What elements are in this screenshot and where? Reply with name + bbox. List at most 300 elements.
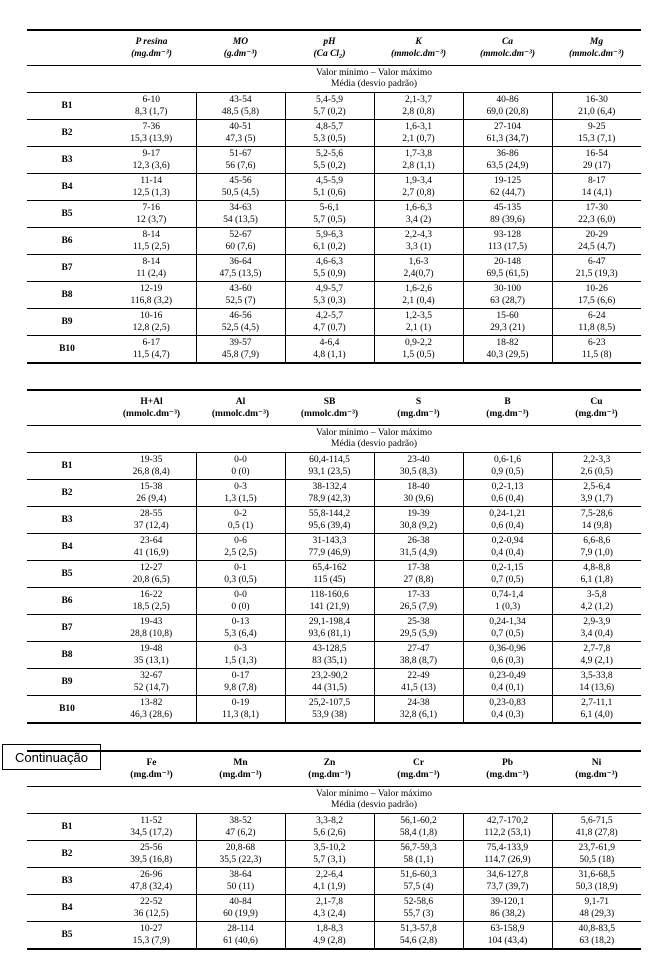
column-header <box>285 751 374 787</box>
data-cell <box>463 147 552 174</box>
cell-mean: 15,3 (13,9) <box>130 134 173 144</box>
data-cell <box>107 282 196 309</box>
cell-range: 8-14 <box>142 230 160 240</box>
column-unit: (mg.dm⁻³) <box>575 409 618 419</box>
cell-range: 36-86 <box>496 149 519 159</box>
column-header <box>107 390 196 426</box>
table-row <box>27 453 641 480</box>
cell-mean: 86 (38,2) <box>490 909 525 919</box>
cell-mean: 0,7 (0,5) <box>491 629 524 639</box>
data-cell <box>552 895 641 922</box>
cell-range: 5,9-6,3 <box>316 230 343 240</box>
data-cell <box>196 696 285 724</box>
data-cell <box>463 309 552 336</box>
data-cell <box>196 201 285 228</box>
column-name: B <box>504 397 511 407</box>
column-name: Cr <box>412 758 425 768</box>
cell-range: 60,4-114,5 <box>309 455 350 465</box>
data-cell <box>374 588 463 615</box>
data-cell <box>552 93 641 120</box>
column-header <box>552 751 641 787</box>
data-cell <box>196 174 285 201</box>
row-label: B2 <box>61 488 73 498</box>
cell-mean: 5,3 (6,4) <box>224 629 257 639</box>
cell-range: 19-125 <box>494 176 521 186</box>
cell-range: 10-16 <box>140 311 163 321</box>
cell-mean: 11,5 (8) <box>581 350 612 360</box>
cell-range: 6-23 <box>588 338 606 348</box>
cell-range: 5-6,1 <box>319 203 340 213</box>
table-row <box>27 868 641 895</box>
cell-range: 6-17 <box>142 338 160 348</box>
table-macronutrients <box>27 29 641 364</box>
cell-mean: 113 (17,5) <box>487 242 528 252</box>
cell-range: 25-56 <box>140 843 163 853</box>
cell-range: 1,2-3,5 <box>405 311 432 321</box>
cell-mean: 35 (13,1) <box>133 656 169 666</box>
row-label: B10 <box>59 704 75 714</box>
cell-range: 38-52 <box>229 816 252 826</box>
cell-mean: 52 (14,7) <box>133 683 169 693</box>
cell-range: 2,2-4,3 <box>405 230 432 240</box>
cell-range: 9,1-71 <box>584 897 610 907</box>
cell-range: 5,4-5,9 <box>316 95 343 105</box>
column-name: K <box>415 37 422 47</box>
data-cell <box>107 642 196 669</box>
data-cell <box>374 696 463 724</box>
data-cell <box>196 336 285 364</box>
cell-range: 0-19 <box>231 698 250 708</box>
cell-mean: 4,9 (2,8) <box>313 936 346 946</box>
cell-mean: 2,8 (0,8) <box>402 107 435 117</box>
table-row <box>27 201 641 228</box>
cell-mean: 50,5 (18) <box>579 855 615 865</box>
summary-line-1: Valor mínimo – Valor máximo <box>316 789 432 799</box>
cell-range: 17-33 <box>407 590 430 600</box>
data-cell <box>285 588 374 615</box>
cell-range: 36-64 <box>229 257 252 267</box>
column-unit: (mg.dm⁻³) <box>486 770 529 780</box>
data-cell <box>107 561 196 588</box>
cell-range: 28-55 <box>140 509 163 519</box>
cell-range: 12-27 <box>140 563 163 573</box>
cell-range: 52-67 <box>229 230 252 240</box>
row-label: B3 <box>61 155 73 165</box>
data-cell <box>552 120 641 147</box>
cell-mean: 20,8 (6,5) <box>132 575 170 585</box>
row-label: B7 <box>61 623 73 633</box>
cell-mean: 2,1 (0,4) <box>402 296 435 306</box>
cell-range: 51-67 <box>229 149 252 159</box>
cell-mean: 21,5 (19,3) <box>575 269 618 279</box>
cell-mean: 61,3 (34,7) <box>486 134 529 144</box>
data-cell <box>285 147 374 174</box>
data-cell <box>463 841 552 868</box>
data-cell <box>552 174 641 201</box>
data-cell <box>374 309 463 336</box>
data-cell <box>196 615 285 642</box>
cell-range: 6-24 <box>588 311 606 321</box>
cell-range: 10-26 <box>585 284 608 294</box>
cell-mean: 63,5 (24,9) <box>486 161 529 171</box>
data-cell <box>463 922 552 950</box>
cell-range: 6-47 <box>588 257 606 267</box>
cell-mean: 3,3 (1) <box>405 242 432 252</box>
table-row <box>27 255 641 282</box>
cell-mean: 52,5 (7) <box>225 296 256 306</box>
table-row <box>27 309 641 336</box>
column-name: Mg <box>589 37 604 47</box>
cell-range: 0-17 <box>231 671 250 681</box>
column-name: H+Al <box>140 397 163 407</box>
data-cell <box>374 255 463 282</box>
cell-range: 0,2-1,15 <box>491 563 524 573</box>
cell-range: 12-19 <box>140 284 163 294</box>
cell-mean: 41 (16,9) <box>133 548 169 558</box>
table-row <box>27 561 641 588</box>
table-row <box>27 93 641 120</box>
data-cell <box>552 615 641 642</box>
cell-range: 32-67 <box>140 671 163 681</box>
row-label: B10 <box>59 344 75 354</box>
cell-range: 4,2-5,7 <box>316 311 343 321</box>
cell-mean: 8,3 (1,7) <box>135 107 168 117</box>
cell-mean: 30,8 (9,2) <box>399 521 438 531</box>
summary-line-1: Valor mínimo – Valor máximo <box>316 68 432 78</box>
cell-mean: 11,3 (8,1) <box>222 710 259 720</box>
cell-mean: 4,3 (2,4) <box>313 909 346 919</box>
cell-mean: 60 (7,6) <box>225 242 256 252</box>
cell-range: 25-38 <box>407 617 430 627</box>
header-row <box>27 30 641 66</box>
data-cell <box>196 814 285 841</box>
column-name: Al <box>235 397 246 407</box>
header-row <box>27 390 641 426</box>
cell-range: 2,5-6,4 <box>583 482 611 492</box>
data-cell <box>463 480 552 507</box>
cell-range: 0-3 <box>234 644 247 654</box>
cell-range: 55,8-144,2 <box>308 509 351 519</box>
column-header <box>463 390 552 426</box>
cell-range: 27-47 <box>407 644 430 654</box>
table-row <box>27 174 641 201</box>
cell-range: 0,36-0,96 <box>489 644 526 654</box>
column-header <box>196 751 285 787</box>
cell-mean: 2,1 (1) <box>405 323 432 333</box>
cell-mean: 56 (7,6) <box>225 161 256 171</box>
cell-mean: 60 (19,9) <box>223 909 258 919</box>
cell-mean: 15,3 (7,9) <box>132 936 170 946</box>
cell-mean: 47,5 (13,5) <box>219 269 262 279</box>
column-unit: (mmolc.dm⁻³) <box>300 409 359 419</box>
data-cell <box>374 174 463 201</box>
data-cell <box>285 669 374 696</box>
data-cell <box>374 201 463 228</box>
column-header <box>196 390 285 426</box>
table-row <box>27 588 641 615</box>
summary-line-2: Média (desvio padrão) <box>331 439 417 449</box>
column-unit: (Ca Cl₂) <box>313 49 346 59</box>
data-cell <box>196 282 285 309</box>
cell-range: 2,7-7,8 <box>583 644 611 654</box>
data-cell <box>285 615 374 642</box>
cell-range: 2,7-11,1 <box>581 698 613 708</box>
cell-mean: 0,5 (1) <box>227 521 254 531</box>
table-row <box>27 228 641 255</box>
cell-mean: 1,5 (1,3) <box>224 656 257 666</box>
cell-mean: 36 (12,5) <box>133 909 169 919</box>
data-cell <box>463 93 552 120</box>
cell-mean: 24,5 (4,7) <box>578 242 616 252</box>
summary-line-2: Média (desvio padrão) <box>331 800 417 810</box>
cell-mean: 34,5 (17,2) <box>130 828 173 838</box>
cell-range: 4,6-6,3 <box>316 257 343 267</box>
cell-range: 0,74-1,4 <box>491 590 524 600</box>
cell-mean: 54,6 (2,8) <box>399 936 438 946</box>
data-cell <box>196 120 285 147</box>
data-cell <box>107 453 196 480</box>
row-label: B1 <box>61 461 73 471</box>
table-row <box>27 669 641 696</box>
cell-range: 6,6-8,6 <box>583 536 611 546</box>
cell-range: 0,2-0,94 <box>491 536 524 546</box>
data-cell <box>285 255 374 282</box>
data-cell <box>463 453 552 480</box>
data-cell <box>196 147 285 174</box>
cell-range: 4,8-8,8 <box>583 563 611 573</box>
cell-range: 25,2-107,5 <box>308 698 351 708</box>
cell-mean: 4,8 (1,1) <box>313 350 346 360</box>
cell-mean: 22,3 (6,0) <box>578 215 616 225</box>
cell-mean: 3,4 (0,4) <box>580 629 613 639</box>
data-cell <box>107 922 196 950</box>
data-cell <box>552 868 641 895</box>
cell-range: 3-5,8 <box>586 590 607 600</box>
data-cell <box>196 507 285 534</box>
cell-mean: 5,5 (0,9) <box>313 269 346 279</box>
cell-mean: 50 (11) <box>226 882 255 892</box>
row-label: B5 <box>61 930 73 940</box>
cell-range: 63-158,9 <box>490 924 525 934</box>
column-header <box>552 30 641 66</box>
data-cell <box>107 336 196 364</box>
row-label: B6 <box>61 596 73 606</box>
cell-mean: 28,8 (10,8) <box>130 629 173 639</box>
cell-mean: 5,7 (0,2) <box>313 107 346 117</box>
cell-mean: 17,5 (6,6) <box>578 296 616 306</box>
cell-mean: 26,8 (8,4) <box>132 467 170 477</box>
data-cell <box>552 642 641 669</box>
summary-line-2: Média (desvio padrão) <box>331 79 417 89</box>
data-cell <box>374 642 463 669</box>
cell-range: 11-52 <box>140 816 163 826</box>
cell-mean: 2,6 (0,5) <box>580 467 613 477</box>
cell-mean: 12,5 (1,3) <box>132 188 170 198</box>
cell-mean: 5,7 (0,5) <box>313 215 346 225</box>
table-row <box>27 336 641 364</box>
cell-range: 20-29 <box>585 230 608 240</box>
cell-range: 40-86 <box>496 95 519 105</box>
cell-mean: 53,9 (38) <box>312 710 347 720</box>
cell-range: 3,3-8,2 <box>316 816 343 826</box>
data-cell <box>285 282 374 309</box>
cell-range: 19-35 <box>140 455 163 465</box>
cell-mean: 39,5 (16,8) <box>130 855 173 865</box>
cell-range: 20,8-68 <box>225 843 256 853</box>
data-cell <box>374 669 463 696</box>
data-cell <box>196 922 285 950</box>
cell-mean: 11,8 (8,5) <box>578 323 616 333</box>
data-cell <box>196 895 285 922</box>
cell-range: 23-64 <box>140 536 163 546</box>
data-cell <box>285 336 374 364</box>
data-cell <box>285 507 374 534</box>
column-unit: (mg.dm⁻³) <box>131 49 172 59</box>
column-unit: (mg.dm⁻³) <box>397 409 440 419</box>
row-label: B9 <box>61 677 73 687</box>
cell-mean: 46,3 (28,6) <box>130 710 173 720</box>
header-row <box>27 751 641 787</box>
cell-range: 46-56 <box>229 311 252 321</box>
cell-mean: 31,5 (4,9) <box>399 548 438 558</box>
data-cell <box>552 814 641 841</box>
cell-range: 0-0 <box>234 590 247 600</box>
data-cell <box>107 120 196 147</box>
data-cell <box>374 93 463 120</box>
cell-mean: 115 (45) <box>313 575 346 585</box>
cell-range: 65,4-162 <box>312 563 347 573</box>
data-cell <box>463 669 552 696</box>
cell-range: 1,7-3,8 <box>405 149 432 159</box>
cell-mean: 83 (35,1) <box>312 656 347 666</box>
cell-mean: 37 (12,4) <box>133 521 169 531</box>
cell-mean: 2,8 (1,1) <box>402 161 435 171</box>
summary-caption <box>107 787 641 814</box>
cell-range: 0,23-0,49 <box>489 671 526 681</box>
row-label: B7 <box>61 263 73 273</box>
cell-mean: 35,5 (22,3) <box>219 855 262 865</box>
cell-range: 0,24-1,21 <box>489 509 526 519</box>
cell-mean: 32,8 (6,1) <box>399 710 438 720</box>
data-cell <box>285 174 374 201</box>
cell-range: 2,2-3,3 <box>583 455 611 465</box>
cell-range: 9-17 <box>142 149 160 159</box>
data-cell <box>463 588 552 615</box>
row-label: B5 <box>61 569 73 579</box>
data-cell <box>374 507 463 534</box>
cell-mean: 47,8 (32,4) <box>130 882 173 892</box>
data-cell <box>374 282 463 309</box>
cell-mean: 47 (6,2) <box>225 828 256 838</box>
cell-mean: 15,3 (7,1) <box>578 134 616 144</box>
cell-mean: 52,5 (4,5) <box>221 323 260 333</box>
cell-mean: 11 (2,4) <box>136 269 167 279</box>
cell-mean: 41,5 (13) <box>401 683 436 693</box>
data-cell <box>463 868 552 895</box>
data-cell <box>196 309 285 336</box>
data-cell <box>107 669 196 696</box>
cell-range: 9-25 <box>588 122 606 132</box>
cell-range: 0-6 <box>234 536 247 546</box>
column-header <box>463 30 552 66</box>
cell-mean: 11,5 (2,5) <box>132 242 170 252</box>
row-label: B4 <box>61 542 73 552</box>
column-name: SB <box>323 397 336 407</box>
cell-range: 0-13 <box>231 617 250 627</box>
table-row <box>27 534 641 561</box>
data-cell <box>552 507 641 534</box>
cell-mean: 27 (8,8) <box>403 575 434 585</box>
table-acidity-micronutrients <box>27 389 641 724</box>
table-metals <box>27 750 641 950</box>
data-cell <box>463 201 552 228</box>
data-cell <box>374 120 463 147</box>
cell-range: 22-52 <box>140 897 163 907</box>
data-cell <box>196 453 285 480</box>
cell-mean: 93,1 (23,5) <box>308 467 351 477</box>
column-header <box>107 30 196 66</box>
cell-mean: 26,5 (7,9) <box>399 602 438 612</box>
data-cell <box>196 480 285 507</box>
data-cell <box>285 120 374 147</box>
cell-range: 0,23-0,83 <box>489 698 526 708</box>
cell-mean: 21,0 (6,4) <box>578 107 616 117</box>
cell-range: 22-49 <box>407 671 430 681</box>
cell-range: 45-56 <box>229 176 252 186</box>
data-cell <box>285 93 374 120</box>
data-cell <box>285 868 374 895</box>
cell-mean: 26 (9,4) <box>136 494 167 504</box>
cell-range: 1,6-6,3 <box>405 203 432 213</box>
data-cell <box>374 895 463 922</box>
cell-range: 18-82 <box>496 338 519 348</box>
cell-range: 1,6-3 <box>408 257 429 267</box>
data-cell <box>107 201 196 228</box>
column-name: Ni <box>591 758 602 768</box>
data-cell <box>107 174 196 201</box>
cell-mean: 58 (1,1) <box>403 855 434 865</box>
cell-mean: 48 (29,3) <box>579 909 615 919</box>
row-label: B1 <box>61 822 73 832</box>
table-row <box>27 642 641 669</box>
column-unit: (mmolc.dm⁻³) <box>568 49 625 59</box>
cell-range: 29,1-198,4 <box>308 617 351 627</box>
cell-range: 5,6-71,5 <box>580 816 613 826</box>
cell-range: 56,1-60,2 <box>400 816 437 826</box>
cell-mean: 29 (17) <box>582 161 611 171</box>
data-cell <box>552 336 641 364</box>
data-cell <box>107 507 196 534</box>
column-header <box>107 751 196 787</box>
cell-mean: 2,7 (0,8) <box>402 188 435 198</box>
data-cell <box>463 561 552 588</box>
cell-mean: 62 (44,7) <box>490 188 525 198</box>
corner-cell <box>27 30 107 66</box>
summary-caption <box>107 66 641 93</box>
data-cell <box>374 814 463 841</box>
cell-range: 43-128,5 <box>312 644 347 654</box>
data-cell <box>552 588 641 615</box>
column-name: Zn <box>323 758 336 768</box>
row-label: B6 <box>61 236 73 246</box>
cell-mean: 11,5 (4,7) <box>132 350 170 360</box>
cell-mean: 2,5 (2,5) <box>224 548 257 558</box>
cell-mean: 0,6 (0,4) <box>491 494 524 504</box>
row-label: B5 <box>61 209 73 219</box>
data-cell <box>463 615 552 642</box>
cell-mean: 4,7 (0,7) <box>313 323 346 333</box>
data-cell <box>374 336 463 364</box>
